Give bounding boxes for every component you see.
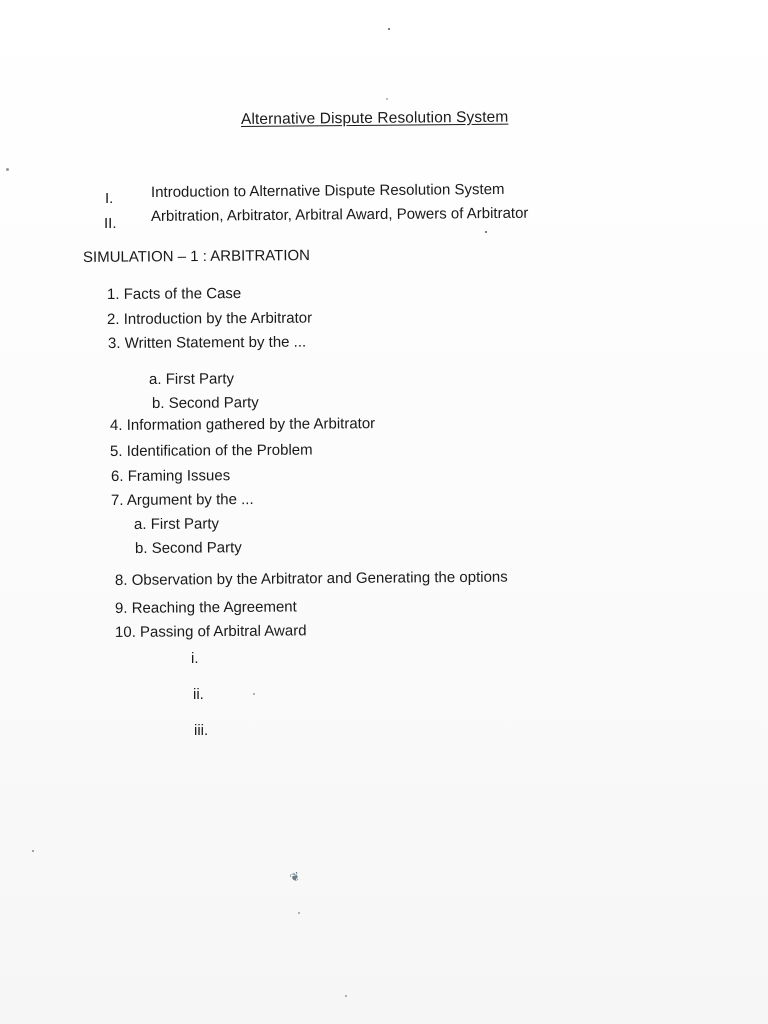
scan-speck <box>388 28 390 30</box>
scan-speck <box>386 98 388 100</box>
list-item: 8. Observation by the Arbitrator and Generating the options <box>114 568 508 589</box>
sub-list-item: b. Second Party <box>151 394 259 412</box>
sub-list-item: ii. <box>193 686 204 703</box>
scan-speck <box>345 995 347 997</box>
page-title: Alternative Dispute Resolution System <box>240 108 509 128</box>
list-item: 2. Introduction by the Arbitrator <box>106 309 313 328</box>
scan-speck <box>32 850 34 852</box>
sub-list-item: a. First Party <box>148 370 235 388</box>
scan-speck <box>485 231 487 233</box>
sub-list-item: iii. <box>194 722 209 739</box>
list-item: 9. Reaching the Agreement <box>114 598 297 617</box>
simulation-heading: SIMULATION – 1 : ARBITRATION <box>82 247 311 266</box>
list-item: 3. Written Statement by the ... <box>107 333 307 352</box>
section-title: Arbitration, Arbitrator, Arbitral Award, Powers of Arbitrator <box>150 204 529 225</box>
list-item: 1. Facts of the Case <box>106 285 242 303</box>
list-item: 4. Information gathered by the Arbitrator <box>109 415 376 434</box>
scan-speck <box>6 168 9 171</box>
section-title: Introduction to Alternative Dispute Resolution System <box>150 180 505 201</box>
sub-list-item: a. First Party <box>133 515 220 533</box>
sub-list-item: b. Second Party <box>134 539 242 557</box>
section-number: II. <box>104 215 117 232</box>
scan-speck <box>298 912 300 914</box>
scan-speck <box>253 693 255 695</box>
list-item: 5. Identification of the Problem <box>109 441 313 460</box>
section-number: I. <box>105 190 114 207</box>
ink-mark-icon: ❦ <box>287 868 303 886</box>
list-item: 6. Framing Issues <box>110 467 231 485</box>
list-item: 7. Argument by the ... <box>110 491 254 509</box>
list-item: 10. Passing of Arbitral Award <box>114 622 307 641</box>
sub-list-item: i. <box>191 650 199 667</box>
